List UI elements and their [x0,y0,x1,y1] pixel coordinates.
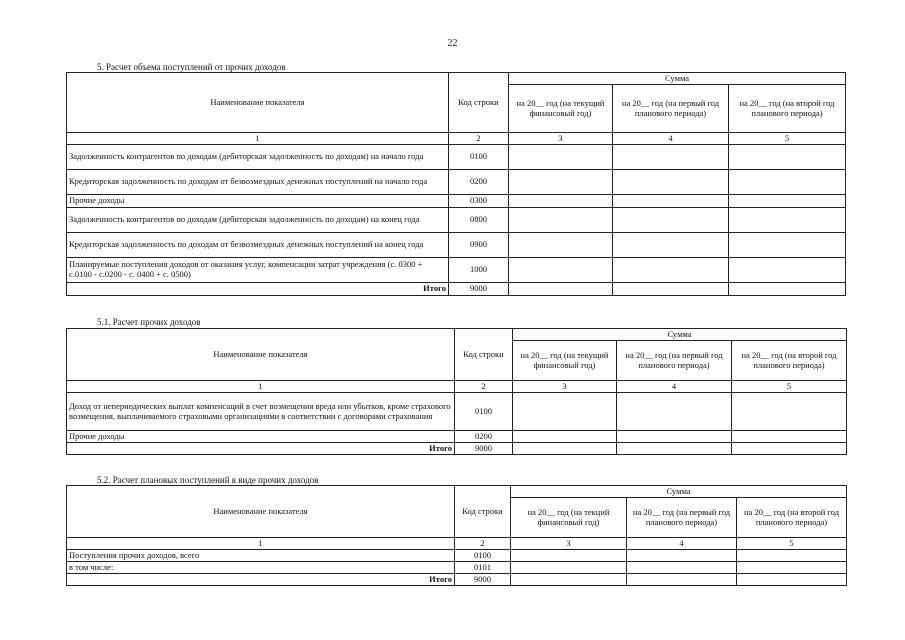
value-cell[interactable] [513,431,617,443]
value-cell[interactable] [509,195,613,208]
value-cell[interactable] [729,283,846,296]
value-cell[interactable] [613,170,729,195]
value-cell[interactable] [613,208,729,233]
column-number: 4 [627,538,737,550]
value-cell[interactable] [509,283,613,296]
value-cell[interactable] [509,233,613,258]
total-row [67,574,847,586]
column-number: 2 [455,538,511,550]
table-row [67,233,846,258]
row-code: 0200 [449,170,509,195]
table-row [67,393,847,431]
header-first-plan-year: на 20__ год (на первый год планового периода) [613,85,729,133]
section-5-2-table [66,485,847,586]
header-sum: Сумма [511,486,847,498]
value-cell[interactable] [737,574,847,586]
column-number: 5 [732,381,847,393]
header-name: Наименование показателя [67,73,449,133]
table-row [67,208,846,233]
value-cell[interactable] [729,233,846,258]
value-cell[interactable] [617,393,732,431]
value-cell[interactable] [627,574,737,586]
column-number: 5 [729,133,846,145]
row-name: Задолженность контрагентов по доходам (дебиторская задолженность по доходам) на начало года [67,145,449,170]
value-cell[interactable] [732,443,847,455]
section-5-table [66,72,846,296]
section-5-2-title: 5.2. Расчет плановых поступлений в виде прочих доходов [97,475,319,485]
table-row [67,431,847,443]
header-sum: Сумма [509,73,846,85]
value-cell[interactable] [511,550,627,562]
row-name: Задолженность контрагентов по доходам (дебиторская задолженность по доходам) на конец года [67,208,449,233]
table-row [67,145,846,170]
row-name: Поступления прочих доходов, всего [67,550,455,562]
row-name: Планируемые поступления доходов от оказания услуг, компенсации затрат учреждения (с. 0300 + с.0100 - с.0200 - с. 0400 + с. 0500) [67,258,449,283]
column-number: 5 [737,538,847,550]
value-cell[interactable] [729,208,846,233]
column-number: 1 [67,538,455,550]
row-name: Кредиторская задолженность по доходам от безвозмездных денежных поступлений на начало года [67,170,449,195]
value-cell[interactable] [732,431,847,443]
row-code: 0100 [455,550,511,562]
column-number: 2 [455,381,513,393]
section-5-1-table [66,328,847,455]
header-code: Код строки [449,73,509,133]
value-cell[interactable] [511,574,627,586]
value-cell[interactable] [617,431,732,443]
row-code: 0200 [455,431,513,443]
section-5-title: 5. Расчет объема поступлений от прочих доходов [97,62,286,72]
value-cell[interactable] [613,283,729,296]
row-code: 0100 [455,393,513,431]
column-number: 1 [67,133,449,145]
value-cell[interactable] [729,170,846,195]
value-cell[interactable] [509,170,613,195]
value-cell[interactable] [613,258,729,283]
value-cell[interactable] [627,562,737,574]
header-second-plan-year: на 20__ год (на второй год планового периода) [732,341,847,381]
value-cell[interactable] [513,393,617,431]
column-number: 3 [509,133,613,145]
table-row [67,562,847,574]
row-code: 0900 [449,233,509,258]
value-cell[interactable] [509,208,613,233]
column-number: 4 [617,381,732,393]
header-sum: Сумма [513,329,847,341]
row-code: 0800 [449,208,509,233]
value-cell[interactable] [509,258,613,283]
row-code: 1000 [449,258,509,283]
value-cell[interactable] [613,195,729,208]
section-5-1-title: 5.1. Расчет прочих доходов [97,317,201,327]
header-first-plan-year: на 20__ год (на первый год планового периода) [617,341,732,381]
value-cell[interactable] [511,562,627,574]
value-cell[interactable] [737,550,847,562]
column-number: 3 [513,381,617,393]
column-number: 4 [613,133,729,145]
column-number: 2 [449,133,509,145]
header-second-plan-year: на 20__ год (на второй год планового периода) [729,85,846,133]
total-row [67,283,846,296]
row-name: в том числе: [67,562,455,574]
row-name: Доход от непериодических выплат компенсаций в счет возмещения вреда или убытков, кроме страхового возмещения, выплачиваемого страховыми организациями в соответствии с договорами страхования [67,393,455,431]
total-row [67,443,847,455]
header-name: Наименование показателя [67,329,455,381]
value-cell[interactable] [617,443,732,455]
table-row [67,550,847,562]
column-number: 1 [67,381,455,393]
row-code: 0101 [455,562,511,574]
value-cell[interactable] [729,195,846,208]
row-name: Кредиторская задолженность по доходам от безвозмездных денежных поступлений на конец года [67,233,449,258]
header-current-year: на 20__ год (на текущий финансовый год) [513,341,617,381]
row-code: 0100 [449,145,509,170]
value-cell[interactable] [732,393,847,431]
row-name: Прочие доходы [67,195,449,208]
table-row [67,195,846,208]
table-row [67,170,846,195]
header-name: Наименование показателя [67,486,455,538]
header-current-year: на 20__ год (на текций финансовый год) [511,498,627,538]
header-first-plan-year: на 20__ год (на первый год планового периода) [627,498,737,538]
page-number: 22 [447,38,458,49]
table-row [67,258,846,283]
total-label: Итого [67,283,449,296]
value-cell[interactable] [513,443,617,455]
value-cell[interactable] [509,145,613,170]
value-cell[interactable] [613,233,729,258]
column-number: 3 [511,538,627,550]
value-cell[interactable] [627,550,737,562]
total-code: 9000 [455,443,513,455]
header-code: Код строки [455,329,513,381]
row-code: 0300 [449,195,509,208]
header-second-plan-year: на 20__ год (на второй год планового периода) [737,498,847,538]
value-cell[interactable] [737,562,847,574]
total-code: 9000 [449,283,509,296]
total-code: 9000 [455,574,511,586]
header-current-year: на 20__ год (на текущий финансовый год) [509,85,613,133]
header-code: Код строки [455,486,511,538]
value-cell[interactable] [729,258,846,283]
total-label: Итого [67,574,455,586]
value-cell[interactable] [613,145,729,170]
row-name: Прочие доходы [67,431,455,443]
value-cell[interactable] [729,145,846,170]
total-label: Итого [67,443,455,455]
